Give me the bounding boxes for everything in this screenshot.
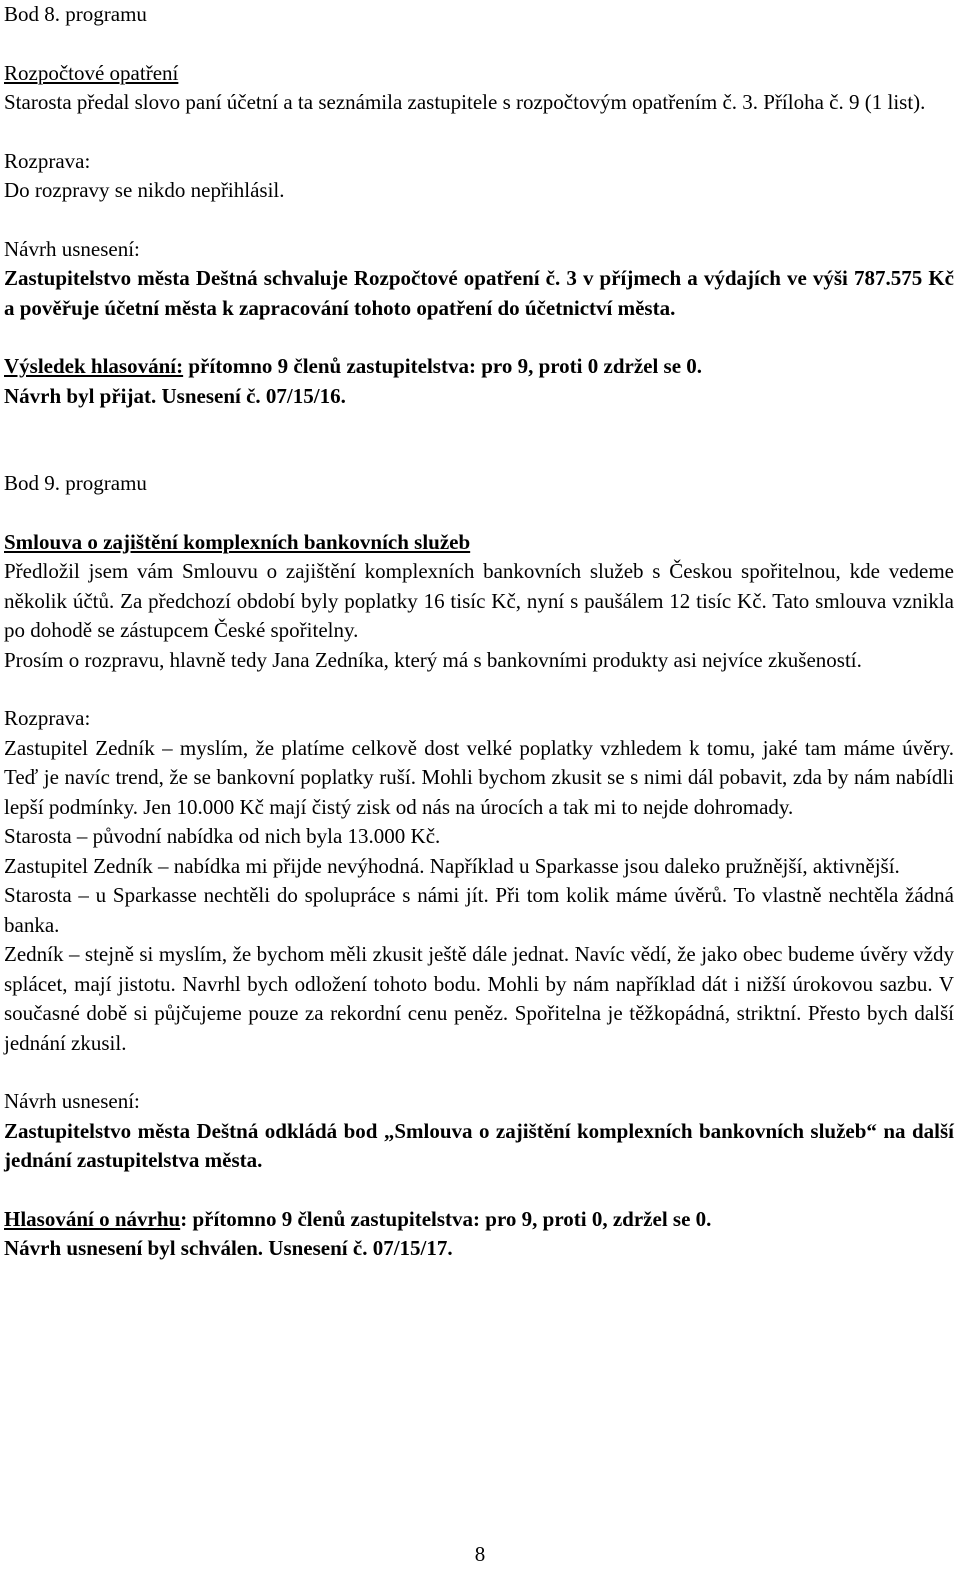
debate-paragraph: Starosta – u Sparkasse nechtěli do spolupráce s námi jít. Při tom kolik máme úvěrů. To vlastně nechtěla žádná banka. <box>4 883 954 937</box>
item9-subject: Smlouva o zajištění komplexních bankovních služeb <box>4 529 471 554</box>
item9-intro: Předložil jsem vám Smlouvu o zajištění komplexních bankovních služeb s Českou spořitelnou, kde vedeme několik účtů. Za předchozí období byly poplatky 16 tisíc Kč, nyní s paušálem 12 tisíc Kč. Tato smlouva vznikla po dohodě se zástupcem České spořitelny. <box>4 559 954 642</box>
item9-intro2: Prosím o rozpravu, hlavně tedy Jana Zedníka, který má s bankovními produkty asi nejvíce zkušeností. <box>4 647 862 672</box>
page-number: 8 <box>474 1542 486 1566</box>
item8-proposal-text: Zastupitelstvo města Deštná schvaluje Rozpočtové opatření č. 3 v příjmech a výdajích ve výši 787.575 Kč a pověřuje účetní města k zapracování tohoto opatření do účetnictví města. <box>4 266 954 320</box>
item9-vote-label: Hlasování o návrhu <box>4 1206 181 1231</box>
item8-intro: Starosta předal slovo paní účetní a ta seznámila zastupitele s rozpočtovým opatřením č. 3. Příloha č. 9 (1 list). <box>4 90 926 114</box>
debate-paragraph: Zedník – stejně si myslím, že bychom měli zkusit ještě dále jednat. Navíc vědí, že jako obec budeme úvěry vždy splácet, mají jistotu. Navrhl bych odložení tohoto bodu. Mohli by nám například dát i nižší úrokovou sazbu. V současné době si půjčujeme pouze za rekordní cenu peněz. Spořitelna je těžkopádná, striktní. Přesto bych další jednání zkusil. <box>4 942 954 1055</box>
item9-heading: Bod 9. programu <box>4 471 147 495</box>
item8-debate-text: Do rozpravy se nikdo nepřihlásil. <box>4 178 285 202</box>
item8-vote <box>4 352 954 382</box>
item8-vote-label: Výsledek hlasování: <box>4 354 184 378</box>
item9-vote-text: : přítomno 9 členů zastupitelstva: pro 9, proti 0, zdržel se 0. <box>180 1206 712 1231</box>
item8-proposal-label: Návrh usnesení: <box>4 236 140 261</box>
item9-result: Návrh usnesení byl schválen. Usnesení č. 07/15/17. <box>4 1236 453 1260</box>
item8-heading: Bod 8. programu <box>4 2 147 26</box>
item9-debate-label: Rozprava: <box>4 706 91 730</box>
item9-vote <box>4 1205 954 1235</box>
item8-subject: Rozpočtové opatření <box>4 60 179 85</box>
debate-paragraph: Zastupitel Zedník – myslím, že platíme celkově dost velké poplatky vzhledem k tomu, jaké tam máme úvěry. Teď je navíc trend, že se bankovní poplatky ruší. Mohli bychom zkusit se s nimi dál pobavit, zda by nám nabídli lepší podmínky. Jen 10.000 Kč mají čistý zisk od nás na úrocích a tak mi to nejde dohromady. <box>4 735 954 819</box>
item8-result: Návrh byl přijat. Usnesení č. 07/15/16. <box>4 383 346 408</box>
item8-vote-text: přítomno 9 členů zastupitelstva: pro 9, proti 0 zdržel se 0. <box>183 354 703 378</box>
item9-proposal-text: Zastupitelstvo města Deštná odkládá bod „Smlouva o zajištění komplexních bankovních služeb“ na další jednání zastupitelstva města. <box>4 1118 954 1172</box>
item9-proposal-label: Návrh usnesení: <box>4 1089 140 1113</box>
debate-paragraph: Starosta – původní nabídka od nich byla 13.000 Kč. <box>4 824 441 848</box>
item8-debate-label: Rozprava: <box>4 148 91 173</box>
document-page <box>4 0 954 1264</box>
debate-paragraph: Zastupitel Zedník – nabídka mi přijde nevýhodná. Například u Sparkasse jsou daleko pružnější, aktivnější. <box>4 853 900 878</box>
